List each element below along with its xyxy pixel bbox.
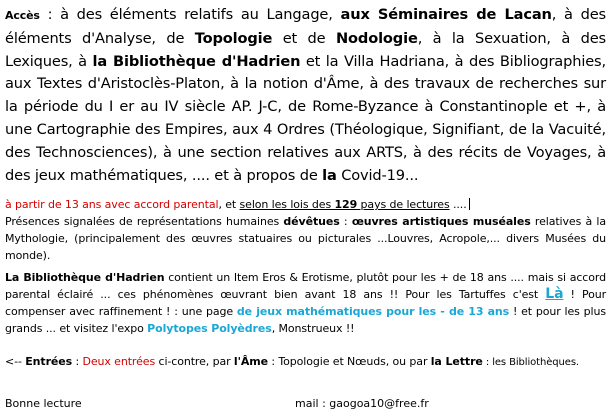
- entrees-text: ci-contre, par: [155, 354, 234, 368]
- entrees-text: : les Bibliothèques.: [482, 356, 580, 368]
- presences-paragraph: [5, 214, 606, 264]
- intro-paragraph: [5, 0, 606, 187]
- bonne-lecture-text: Bonne lecture: [5, 397, 82, 410]
- document-body: [5, 0, 606, 372]
- entrees-text: : Topologie et Nœuds, ou par: [268, 354, 431, 368]
- entrees-text: :: [72, 354, 83, 368]
- lois-text: selon les lois des: [239, 198, 335, 212]
- intro-text: : à des éléments relatifs au Langage,: [39, 6, 341, 23]
- notices-section: [5, 197, 606, 371]
- biblio-text: contient un Item Eros & Erotisme, plutôt pour les + de 18 ans .... mais si accord parental éclairé ... ces phénomènes œuvrant bien avant 18 ans !! Pour les Tartuffes c'est: [5, 270, 606, 302]
- intro-text: , à la Sexuation, à des Lexiques, à: [5, 29, 606, 70]
- ame-link[interactable]: l'Âme: [233, 354, 268, 368]
- presences-text: :: [339, 215, 352, 229]
- nodologie-link[interactable]: Nodologie: [335, 29, 418, 47]
- text-cursor: [469, 198, 470, 210]
- arrow-text: <--: [5, 354, 26, 368]
- jeux-mathematiques-link[interactable]: de jeux mathématiques pour les - de 13 ans: [236, 305, 510, 319]
- la-emphasis: la: [322, 166, 337, 184]
- presences-text: relatives à la Mythologie, (principalement des œuvres statuaires ou picturales ...Louvres, Acropole,... divers Musées du monde).: [5, 215, 606, 262]
- topologie-link[interactable]: Topologie: [194, 29, 273, 47]
- intro-text: et de: [272, 29, 336, 47]
- biblio-text: ! Pour compenser avec raffinement ! : une page: [5, 288, 607, 319]
- bibliotheque-hadrien-link[interactable]: la Bibliothèque d'Hadrien: [92, 52, 301, 70]
- lois-pays-link[interactable]: [240, 198, 450, 211]
- mail-link[interactable]: mail : gaogoa10@free.fr: [295, 397, 429, 410]
- devetues-bold: dévêtues: [283, 215, 340, 229]
- oeuvres-bold: œuvres artistiques muséales: [351, 215, 531, 229]
- intro-text: , à des éléments d'Analyse, de: [5, 6, 606, 47]
- age-text: , et: [218, 198, 240, 212]
- footer: [5, 397, 606, 410]
- polytopes-link[interactable]: Polytopes Polyèdres: [147, 321, 272, 335]
- biblio-paragraph: [5, 270, 606, 338]
- presences-text: Présences signalées de représentations humaines: [5, 215, 284, 229]
- intro-text: Covid-19...: [336, 166, 419, 184]
- deux-entrees-text: Deux entrées: [82, 354, 156, 368]
- lettre-link[interactable]: la Lettre: [430, 354, 483, 368]
- bibliotheque-hadrien-title: La Bibliothèque d'Hadrien: [5, 270, 165, 284]
- intro-text: et la Villa Hadriana, à des Bibliographies, aux Textes d'Aristoclès-Platon, à la notion d'Âme, à des travaux de recherches sur la période du I er au IV siècle AP. J-C, de Rome-Byzance à Constantinople et +, à une Cartographie des Empires, aux 4 Ordres (Théologique, Signifiant, de la Vacuité, des Technosciences), à une section relatives aux ARTS, à des récits de Voyages, à des jeux mathématiques, .... et à propos de: [5, 52, 606, 184]
- age-ellipsis: ....: [449, 198, 467, 212]
- seminaires-lacan-link[interactable]: aux Séminaires de Lacan: [340, 6, 552, 23]
- age-warning: à partir de 13 ans avec accord parental: [5, 198, 219, 212]
- lois-text-end: pays de lectures: [357, 198, 450, 212]
- pays-count: 129: [334, 198, 358, 212]
- biblio-text: , Monstrueux !!: [271, 321, 355, 335]
- acces-label: Accès: [5, 9, 40, 22]
- entrees-bold: Entrées: [25, 354, 73, 368]
- entrees-paragraph: [5, 354, 606, 372]
- la-link[interactable]: Là: [545, 286, 564, 303]
- age-notice: [5, 197, 606, 214]
- biblio-text: ! et pour les plus grands ... et visitez l'expo: [5, 305, 606, 335]
